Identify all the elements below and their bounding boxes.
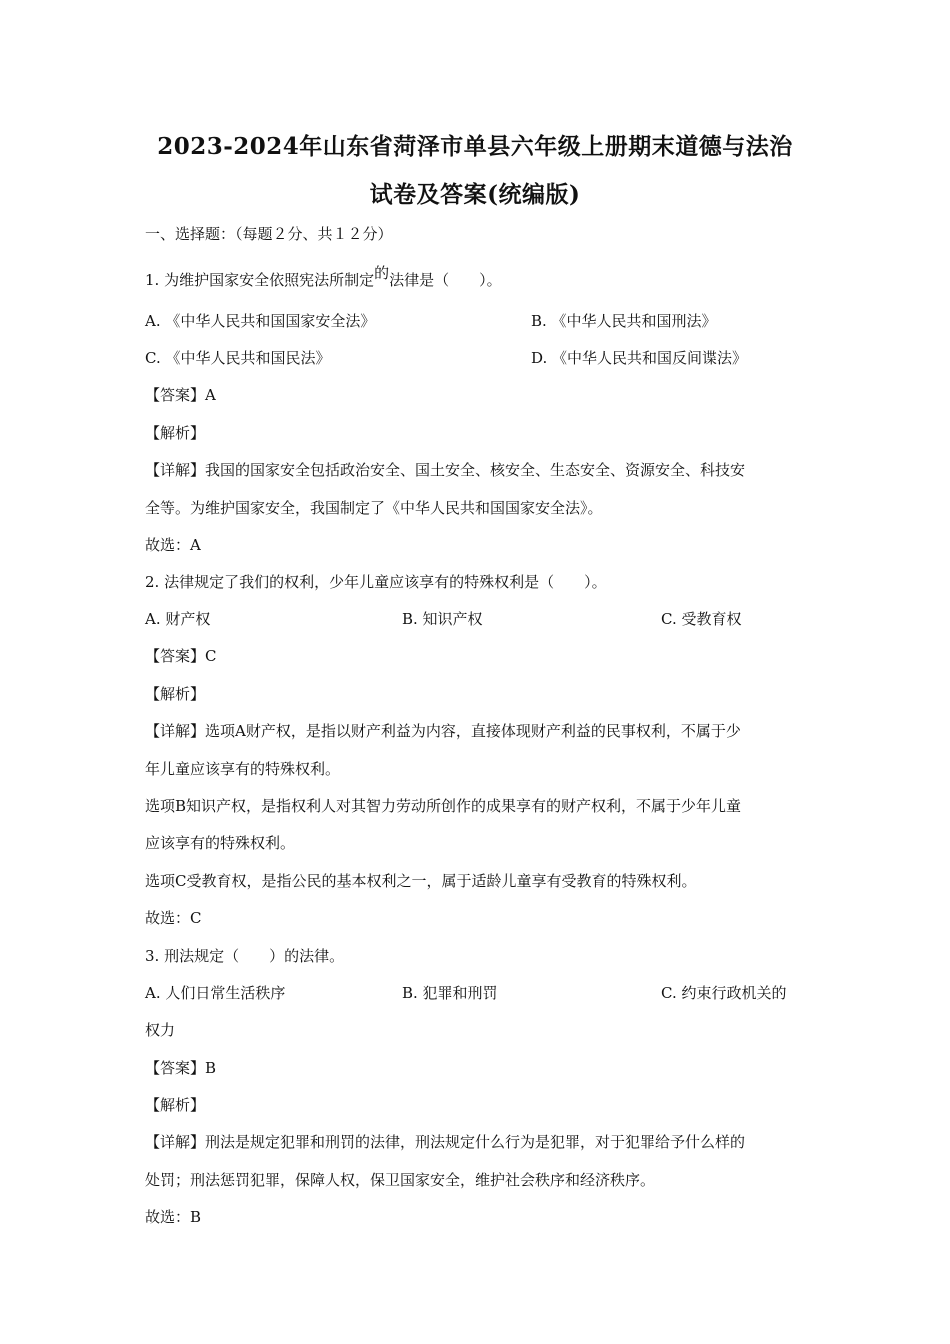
question-3-choice: 故选：B <box>145 1208 202 1226</box>
question-1-detail-line-1: 【详解】我国的国家安全包括政治安全、国土安全、核安全、生态安全、资源安全、科技安 <box>145 461 746 479</box>
question-3-detail-line-1: 【详解】刑法是规定犯罪和刑罚的法律，刑法规定什么行为是犯罪，对于犯罪给予什么样的 <box>145 1133 746 1151</box>
question-3-option-c-wrap: 权力 <box>145 1021 176 1039</box>
question-3-detail-line-2: 处罚；刑法惩罚犯罪，保障人权，保卫国家安全，维护社会秩序和经济秩序。 <box>145 1171 656 1189</box>
question-3-option-a: A. 人们日常生活秩序 <box>145 984 286 1002</box>
question-3-option-c: C. 约束行政机关的 <box>661 984 787 1002</box>
question-2-detail-line-1: 【详解】选项A财产权，是指以财产利益为内容，直接体现财产利益的民事权利，不属于少 <box>145 722 741 740</box>
question-1-stem-raised-char: 的 <box>374 264 390 282</box>
question-1-analysis-label: 【解析】 <box>145 424 206 442</box>
question-1-option-d: D. 《中华人民共和国反间谍法》 <box>531 349 748 367</box>
question-1-detail-line-2: 全等。为维护国家安全，我国制定了《中华人民共和国国家安全法》。 <box>145 499 603 517</box>
question-2-stem: 2. 法律规定了我们的权利，少年儿童应该享有的特殊权利是（ ）。 <box>145 573 607 591</box>
question-1-stem-part-b: 法律是（ ）。 <box>389 271 502 289</box>
question-2-detail-line-5: 选项C受教育权，是指公民的基本权利之一，属于适龄儿童享有受教育的特殊权利。 <box>145 872 697 890</box>
question-2-option-a: A. 财产权 <box>145 610 211 628</box>
question-2-option-c: C. 受教育权 <box>661 610 742 628</box>
question-1-stem <box>145 264 502 290</box>
question-2-choice: 故选：C <box>145 909 202 927</box>
question-2-detail-line-3: 选项B知识产权，是指权利人对其智力劳动所创作的成果享有的财产权利，不属于少年儿童 <box>145 797 742 815</box>
question-3-option-b: B. 犯罪和刑罚 <box>402 984 498 1002</box>
question-1-option-b: B. 《中华人民共和国刑法》 <box>531 312 717 330</box>
question-1-answer: 【答案】A <box>145 386 216 404</box>
section-heading: 一、选择题：（每题２分、共１２分） <box>145 225 393 243</box>
document-title-line-2: 试卷及答案(统编版) <box>369 181 581 208</box>
question-1-option-a: A. 《中华人民共和国国家安全法》 <box>145 312 376 330</box>
question-1-option-c: C. 《中华人民共和国民法》 <box>145 349 331 367</box>
question-2-answer: 【答案】C <box>145 647 217 665</box>
question-2-detail-line-2: 年儿童应该享有的特殊权利。 <box>145 760 341 778</box>
question-1-choice: 故选：A <box>145 536 201 554</box>
question-1-stem-part-a: 1. 为维护国家安全依照宪法所制定 <box>145 271 375 289</box>
question-3-answer: 【答案】B <box>145 1059 217 1077</box>
question-2-analysis-label: 【解析】 <box>145 685 206 703</box>
document-title-line-1: 2023-2024年山东省菏泽市单县六年级上册期末道德与法治 <box>157 133 793 160</box>
question-3-stem: 3. 刑法规定（ ）的法律。 <box>145 947 345 965</box>
question-2-option-b: B. 知识产权 <box>402 610 483 628</box>
question-3-analysis-label: 【解析】 <box>145 1096 206 1114</box>
question-2-detail-line-4: 应该享有的特殊权利。 <box>145 834 296 852</box>
